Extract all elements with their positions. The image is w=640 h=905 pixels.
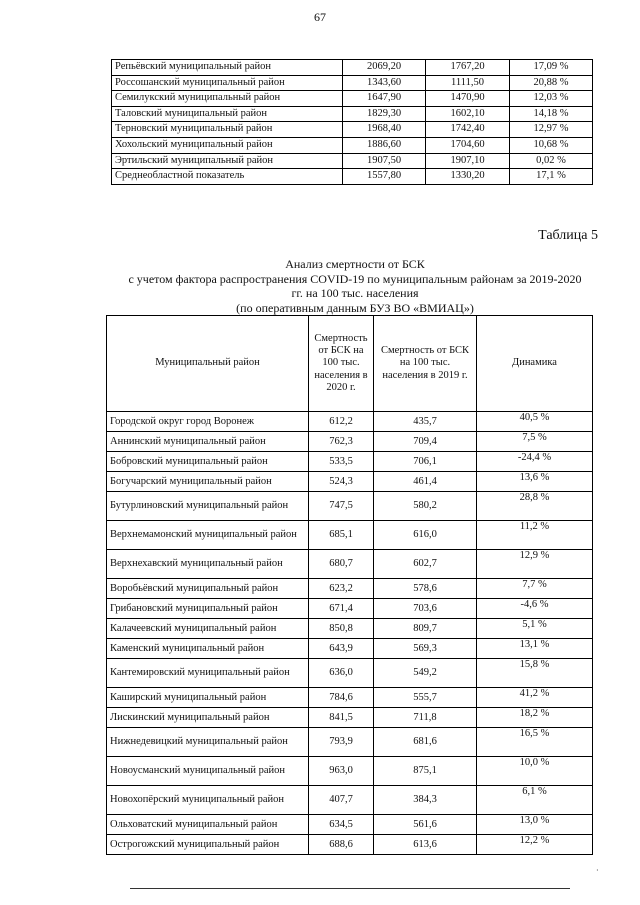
dynamics-value: 12,97 % bbox=[510, 122, 593, 138]
mortality-2019: 561,6 bbox=[374, 815, 477, 835]
dynamics-value: 14,18 % bbox=[510, 106, 593, 122]
table-row bbox=[112, 122, 593, 138]
district-name: Лискинский муниципальный район bbox=[107, 708, 309, 728]
mortality-2019: 549,2 bbox=[374, 659, 477, 688]
mortality-2019: 580,2 bbox=[374, 492, 477, 521]
district-name: Ольховатский муниципальный район bbox=[107, 815, 309, 835]
dynamics-value: 10,0 % bbox=[477, 757, 593, 786]
district-name: Таловский муниципальный район bbox=[112, 106, 343, 122]
table-row bbox=[112, 137, 593, 153]
table-row bbox=[107, 472, 593, 492]
mortality-2020: 963,0 bbox=[309, 757, 374, 786]
district-name: Верхнемамонский муниципальный район bbox=[107, 521, 309, 550]
table-row bbox=[112, 106, 593, 122]
table-row bbox=[107, 815, 593, 835]
mortality-2019: 616,0 bbox=[374, 521, 477, 550]
district-name: Воробьёвский муниципальный район bbox=[107, 579, 309, 599]
analysis-title bbox=[100, 257, 610, 315]
header-mortality-2019: Смертность от БСК на 100 тыс. населения в 2019 г. bbox=[374, 316, 477, 412]
table-row bbox=[107, 492, 593, 521]
mortality-2020: 850,8 bbox=[309, 619, 374, 639]
dynamics-value: 12,2 % bbox=[477, 835, 593, 855]
table-row bbox=[112, 153, 593, 169]
page-footer-line bbox=[130, 888, 570, 889]
mortality-2020: 612,2 bbox=[309, 412, 374, 432]
district-name: Среднеобластной показатель bbox=[112, 169, 343, 185]
district-name: Терновский муниципальный район bbox=[112, 122, 343, 138]
table-row bbox=[107, 659, 593, 688]
table-row bbox=[107, 599, 593, 619]
value-2020: 1343,60 bbox=[343, 75, 426, 91]
district-name: Эртильский муниципальный район bbox=[112, 153, 343, 169]
district-name: Верхнехавский муниципальный район bbox=[107, 550, 309, 579]
table-row bbox=[107, 432, 593, 452]
district-name: Новохопёрский муниципальный район bbox=[107, 786, 309, 815]
value-2019: 1330,20 bbox=[426, 169, 510, 185]
dynamics-value: 13,0 % bbox=[477, 815, 593, 835]
mortality-2019: 555,7 bbox=[374, 688, 477, 708]
mortality-2019: 569,3 bbox=[374, 639, 477, 659]
dynamics-value: 15,8 % bbox=[477, 659, 593, 688]
mortality-2020: 643,9 bbox=[309, 639, 374, 659]
header-dynamics: Динамика bbox=[477, 316, 593, 412]
title-line: гг. на 100 тыс. населения bbox=[291, 286, 419, 300]
value-2019: 1704,60 bbox=[426, 137, 510, 153]
value-2019: 1111,50 bbox=[426, 75, 510, 91]
table-row bbox=[112, 60, 593, 76]
dynamics-value: 18,2 % bbox=[477, 708, 593, 728]
mortality-2019: 461,4 bbox=[374, 472, 477, 492]
title-line: Анализ смертности от БСК bbox=[285, 257, 425, 271]
district-name: Нижнедевицкий муниципальный район bbox=[107, 728, 309, 757]
page-number: 67 bbox=[314, 10, 326, 24]
district-name: Каширский муниципальный район bbox=[107, 688, 309, 708]
district-name: Бобровский муниципальный район bbox=[107, 452, 309, 472]
mortality-2019: 435,7 bbox=[374, 412, 477, 432]
dynamics-value: -4,6 % bbox=[477, 599, 593, 619]
dynamics-value: 12,03 % bbox=[510, 91, 593, 107]
table-row bbox=[107, 452, 593, 472]
value-2020: 1557,80 bbox=[343, 169, 426, 185]
table-caption: Таблица 5 bbox=[538, 228, 598, 243]
dynamics-value: 20,88 % bbox=[510, 75, 593, 91]
mortality-2020: 747,5 bbox=[309, 492, 374, 521]
dynamics-value: 11,2 % bbox=[477, 521, 593, 550]
value-2020: 1968,40 bbox=[343, 122, 426, 138]
table-row bbox=[107, 412, 593, 432]
value-2020: 1886,60 bbox=[343, 137, 426, 153]
mortality-2019: 711,8 bbox=[374, 708, 477, 728]
dynamics-value: 12,9 % bbox=[477, 550, 593, 579]
table-row bbox=[107, 639, 593, 659]
district-name: Кантемировский муниципальный район bbox=[107, 659, 309, 688]
mortality-2019: 875,1 bbox=[374, 757, 477, 786]
district-name: Грибановский муниципальный район bbox=[107, 599, 309, 619]
table-row bbox=[112, 75, 593, 91]
value-2019: 1742,40 bbox=[426, 122, 510, 138]
district-name: Аннинский муниципальный район bbox=[107, 432, 309, 452]
dynamics-value: -24,4 % bbox=[477, 452, 593, 472]
mortality-2019: 613,6 bbox=[374, 835, 477, 855]
mortality-2020: 533,5 bbox=[309, 452, 374, 472]
mortality-2019: 703,6 bbox=[374, 599, 477, 619]
mortality-2019: 706,1 bbox=[374, 452, 477, 472]
mortality-2019: 384,3 bbox=[374, 786, 477, 815]
table-row bbox=[107, 708, 593, 728]
table-row bbox=[107, 550, 593, 579]
dynamics-value: 10,68 % bbox=[510, 137, 593, 153]
table-row bbox=[107, 728, 593, 757]
mortality-2020: 623,2 bbox=[309, 579, 374, 599]
title-line: (по оперативным данным БУЗ ВО «ВМИАЦ») bbox=[236, 300, 474, 315]
table-row bbox=[107, 619, 593, 639]
value-2020: 1829,30 bbox=[343, 106, 426, 122]
mortality-2019: 709,4 bbox=[374, 432, 477, 452]
value-2019: 1907,10 bbox=[426, 153, 510, 169]
table-row bbox=[107, 786, 593, 815]
table-row bbox=[112, 169, 593, 185]
table-row bbox=[107, 835, 593, 855]
table-row bbox=[107, 521, 593, 550]
dynamics-value: 0,02 % bbox=[510, 153, 593, 169]
mortality-2019: 809,7 bbox=[374, 619, 477, 639]
table-row bbox=[107, 688, 593, 708]
dynamics-value: 7,5 % bbox=[477, 432, 593, 452]
value-2019: 1602,10 bbox=[426, 106, 510, 122]
table-row bbox=[107, 579, 593, 599]
mortality-2020: 671,4 bbox=[309, 599, 374, 619]
dynamics-value: 13,6 % bbox=[477, 472, 593, 492]
district-name: Хохольский муниципальный район bbox=[112, 137, 343, 153]
mortality-2020: 793,9 bbox=[309, 728, 374, 757]
value-2020: 1907,50 bbox=[343, 153, 426, 169]
district-name: Репьёвский муниципальный район bbox=[112, 60, 343, 76]
dynamics-value: 28,8 % bbox=[477, 492, 593, 521]
dynamics-value: 17,1 % bbox=[510, 169, 593, 185]
district-name: Новоусманский муниципальный район bbox=[107, 757, 309, 786]
mortality-2020: 841,5 bbox=[309, 708, 374, 728]
mortality-2020: 634,5 bbox=[309, 815, 374, 835]
district-name: Городской округ город Воронеж bbox=[107, 412, 309, 432]
district-name: Острогожский муниципальный район bbox=[107, 835, 309, 855]
title-line: с учетом фактора распространения COVID-19 по муниципальным районам за 2019-2020 bbox=[128, 271, 582, 286]
header-mortality-2020: Смертность от БСК на 100 тыс. населения в 2020 г. bbox=[309, 316, 374, 412]
mortality-2019: 578,6 bbox=[374, 579, 477, 599]
value-2020: 2069,20 bbox=[343, 60, 426, 76]
mortality-2020: 680,7 bbox=[309, 550, 374, 579]
mortality-2020: 762,3 bbox=[309, 432, 374, 452]
mortality-table bbox=[106, 315, 593, 855]
district-name: Богучарский муниципальный район bbox=[107, 472, 309, 492]
district-name: Каменский муниципальный район bbox=[107, 639, 309, 659]
dynamics-value: 7,7 % bbox=[477, 579, 593, 599]
district-name: Калачеевский муниципальный район bbox=[107, 619, 309, 639]
dynamics-value: 5,1 % bbox=[477, 619, 593, 639]
dynamics-value: 6,1 % bbox=[477, 786, 593, 815]
district-name: Бутурлиновский муниципальный район bbox=[107, 492, 309, 521]
top-summary-table bbox=[111, 59, 593, 185]
mortality-2020: 784,6 bbox=[309, 688, 374, 708]
value-2019: 1470,90 bbox=[426, 91, 510, 107]
table-row bbox=[107, 757, 593, 786]
mortality-2020: 688,6 bbox=[309, 835, 374, 855]
header-district: Муниципальный район bbox=[107, 316, 309, 412]
dynamics-value: 41,2 % bbox=[477, 688, 593, 708]
district-name: Россошанский муниципальный район bbox=[112, 75, 343, 91]
dynamics-value: 16,5 % bbox=[477, 728, 593, 757]
mortality-2020: 407,7 bbox=[309, 786, 374, 815]
table-row bbox=[112, 91, 593, 107]
mortality-2019: 681,6 bbox=[374, 728, 477, 757]
value-2019: 1767,20 bbox=[426, 60, 510, 76]
value-2020: 1647,90 bbox=[343, 91, 426, 107]
mortality-2020: 636,0 bbox=[309, 659, 374, 688]
dynamics-value: 13,1 % bbox=[477, 639, 593, 659]
district-name: Семилукский муниципальный район bbox=[112, 91, 343, 107]
mortality-2020: 685,1 bbox=[309, 521, 374, 550]
dynamics-value: 17,09 % bbox=[510, 60, 593, 76]
mortality-2019: 602,7 bbox=[374, 550, 477, 579]
page-mark: · bbox=[596, 866, 599, 875]
dynamics-value: 40,5 % bbox=[477, 412, 593, 432]
mortality-2020: 524,3 bbox=[309, 472, 374, 492]
